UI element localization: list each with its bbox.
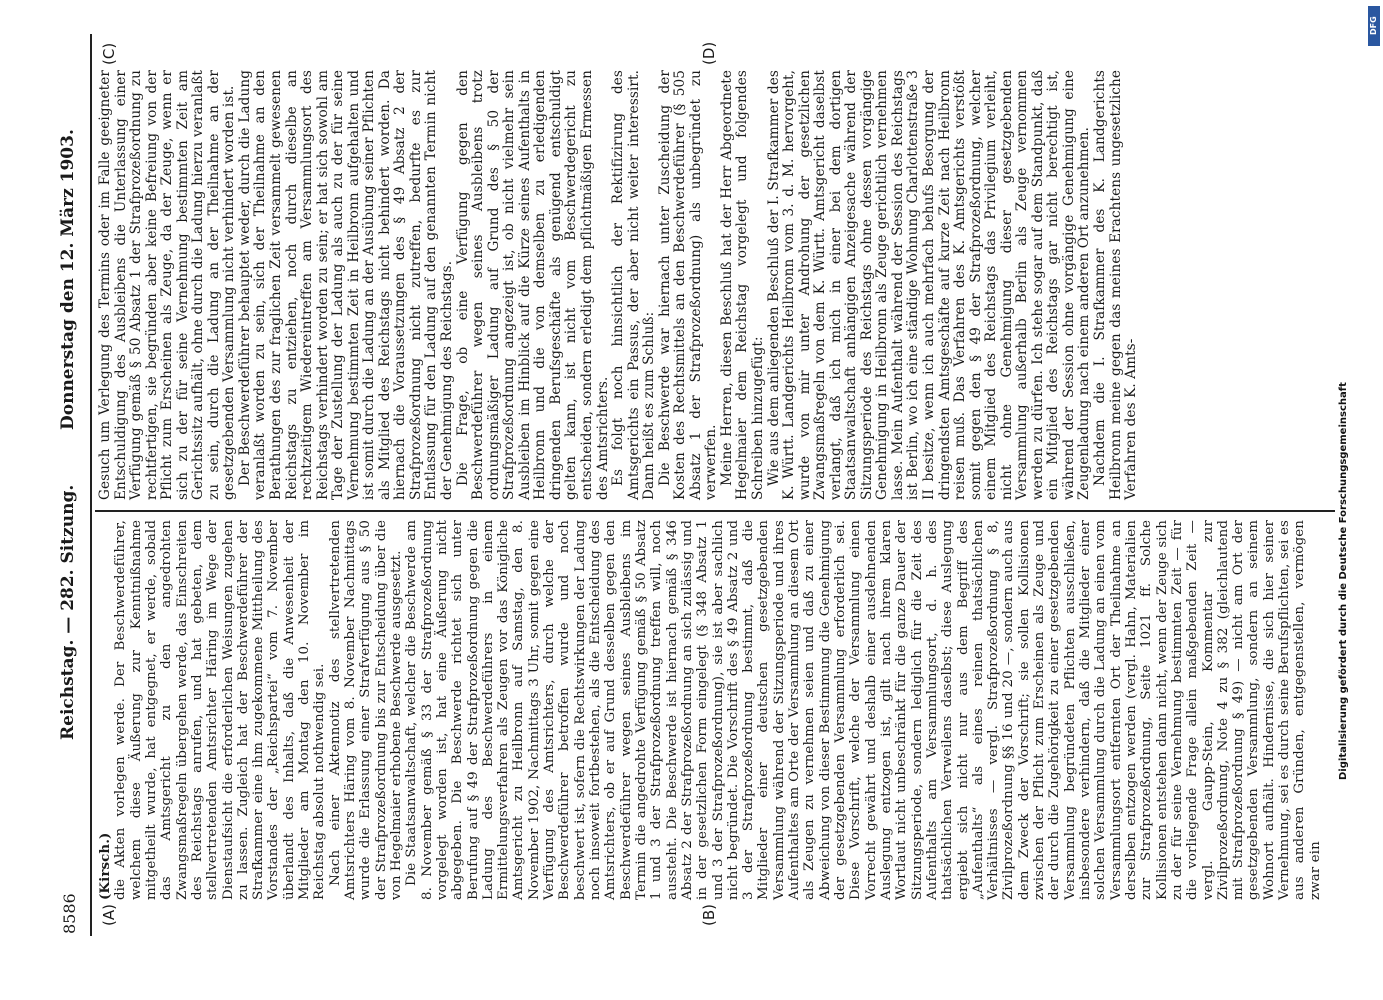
left-column [98,520,1323,900]
paragraph: Die Beschwerde war hiernach unter Zuscheidung der Kosten des Rechtsmittels an den Beschwerdeführer (§ 505 Absatz 1 der Strafprozeßordnung) als unbegründet zu verwerfen. [656,70,720,500]
paragraph: Gesuch um Verlegung des Termins oder im Falle geeigneter Entschuldigung des Ausbleibens die Unterlassung einer Verfügung gemäß § 50 Absatz 1 der Strafprozeßordnung zu rechtfertigen, sie begründen aber keine Befreiung von der Pflicht zum Erscheinen als Zeuge, da der Zeuge, wenn er sich zu der für seine Vernehmung bestimmten Zeit am Gerichtssitz aufhält, ohne durch die Ladung hierzu veranlaßt zu sein, durch die Ladung an der Theilnahme an der gesetzgebenden Versammlung nicht verhindert worden ist. [97,70,238,500]
paragraph: die Akten vorlegen werde. Der Beschwerdeführer, welchem diese Äußerung zur Kenntnißnahme mitgetheilt wurde, hat entgegnet, er werde, sobald das Amtsgericht zu den angedrohten Zwangsmaßregeln übergehen werde, das Einschreiten des Reichstags anrufen, und hat gebeten, dem stellvertretenden Amtsrichter Häring im Wege der Dienstaufsicht die erforderlichen Weisungen zugehen zu lassen. Zugleich hat der Beschwerdeführer der Strafkammer eine ihm zugekommene Mittheilung des Vorstandes der „Reichspartei“ vom 7. November überlandt des Inhalts, daß die Anwesenheit der Mitglieder am Montag den 10. November im Reichstag absolut nothwendig sei. [113,520,328,900]
speaker-tag: (Kirsch.) [97,832,113,900]
margin-letter-a: (A) [100,904,118,926]
digitization-notice: Digitalisierung gefördert durch die Deutsche Forschungsgemeinschaft [1338,382,1349,780]
page-header [58,0,86,1000]
paragraph: Es folgt noch hinsichtlich der Rektifizirung des Amtsgerichts ein Passus, der aber nicht weiter interessirt. Dann heißt es zum Schluß: [610,70,658,500]
paragraph: Meine Herren, diesen Beschluß hat der Herr Abgeordnete Hegelmaier dem Reichstag vorgelegt und folgendes Schreiben hinzugefügt: [718,70,766,500]
paragraph: Nachdem die I. Strafkammer des K. Landgerichts Heilbronn meine gegen das meines Erachtens ungesetzliche Verfahren des K. Amts- [1092,70,1140,500]
margin-letter-b: (B) [700,904,718,926]
margin-letter-d: (D) [700,41,718,65]
paragraph: Der Beschwerdeführer behauptet weder, durch die Ladung veranlaßt worden zu sein, sich der Theilnahme an den Berathungen des zur fraglichen Zeit versammelt gewesenen Reichstags zu entziehen, noch durch dieselbe an rechtzeitigem Wiedereintreffen am Versammlungsort des Reichstags verhindert worden zu sein; er hat sich sowohl am Tage der Zustellung der Ladung als auch zu der für seine Vernehmung bestimmten Zeit in Heilbronn aufgehalten und ist somit durch die Ladung an der Ausübung seiner Pflichten als Mitglied des Reichstags nicht behindert worden. Da hiernach die Voraussetzungen des § 49 Absatz 2 der Strafprozeßordnung nicht zutreffen, bedurfte es zur Entlassung für den Ladung auf den genannten Termin nicht der Genehmigung des Reichstags. [236,70,456,500]
paragraph: Wie aus dem anliegenden Beschluß der I. Strafkammer des K. Württ. Landgerichts Heilbronn vom 3. d. M. hervorgeht, wurde von mir unter Androhung der gesetzlichen Zwangsmaßregeln von dem K. Württ. Amtsgericht daselbst verlangt, daß ich mich in einer bei dem dortigen Staatsanwaltschaft anhängigen Anzeigesache während der Sitzungsperiode des Reichstags ohne dessen vorgängige Genehmigung in Heilbronn als Zeuge gerichtlich vernehmen lasse. Mein Aufenthalt während der Session des Reichstags ist Berlin, wo ich eine ständige Wohnung Charlottenstraße 3 II besitze, wenn ich auch mehrfach behufs Besorgung der dringendsten Amtsgeschäfte auf kurze Zeit nach Heilbronn reisen muß. Das Verfahren des K. Amtsgerichts verstößt somit gegen den § 49 der Strafprozeßordnung, welcher einem Mitglied des Reichstags das Privilegium verleiht, nicht ohne Genehmigung dieser gesetzgebenden Versammlung außerhalb Berlin als Zeuge vernommen werden zu dürfen. Ich stehe sogar auf dem Standpunkt, daß ein Mitglied des Reichstags gar nicht berechtigt ist, während der Session ohne vorgängige Genehmigung eine Zeugenladung nach einem anderen Ort anzunehmen. [765,70,1093,500]
header-rule [90,34,92,936]
column-divider [95,510,1335,512]
dfg-logo: DFG [1368,6,1380,46]
header-left-title: Reichstag. — 282. Sitzung. [58,484,78,740]
page-number: 8586 [60,893,79,934]
paragraph: Die Frage, ob eine Verfügung gegen den Beschwerdeführer wegen seines Ausbleibens trotz ordnungsmäßiger Ladung auf Grund des § 50 der Strafprozeßordnung angezeigt ist, ob nicht vielmehr sein Ausbleiben im Hinblick auf die Kürze seines Aufenthalts in Heilbronn und die von demselben zu erledigenden dringenden Berufsgeschäfte als genügend entschuldigt gelten kann, ist nicht vom Beschwerdegericht zu entscheiden, sondern erledigt dem pflichtmäßigen Ermessen des Amtsrichters. [454,70,611,500]
paragraph: Die Staatsanwaltschaft, welcher die Beschwerde am 8. November gemäß § 33 der Strafprozeßordnung vorgelegt worden ist, hat eine Äußerung nicht abgegeben. Die Beschwerde richtet sich unter Berufung auf § 49 der Strafprozeßordnung gegen die Ladung des Beschwerdeführers in einem Ermittelungsverfahren als Zeugen vor das Königliche Amtsgericht zu Heilbronn auf Samstag, den 8. November 1902, Nachmittags 3 Uhr, somit gegen eine Verfügung des Amtsrichters, durch welche der Beschwerdeführer betroffen wurde und noch beschwert ist, sofern die Rechtswirkungen der Ladung noch insoweit fortbestehen, als die Entscheidung des Amtsrichters, ob er auf Grund desselben gegen den Beschwerdeführer wegen seines Ausbleibens im Termin die angedrohte Verfügung gemäß § 50 Absatz 1 und 3 der Strafprozeßordnung treffen will, noch aussteht. Die Beschwerde ist hiernach gemäß § 346 Absatz 2 der Strafprozeßordnung an sich zulässig und in der gesetzlichen Form eingelegt (§ 348 Absatz 1 und 3 der Strafprozeßordnung), sie ist aber sachlich nicht begründet. Die Vorschrift des § 49 Absatz 2 und 3 der Strafprozeßordnung bestimmt, daß die Mitglieder einer deutschen gesetzgebenden Versammlung während der Sitzungsperiode und ihres Aufenthaltes am Orte der Versammlung an diesem Ort als Zeugen zu vernehmen seien und daß zu einer Abweichung von dieser Bestimmung die Genehmigung der gesetzgebenden Versammlung erforderlich sei. Diese Vorschrift, welche der Versammlung einen Vorrecht gewährt und deshalb einer ausdehnenden Auslegung entzogen ist, gilt nach ihrem klaren Wortlaut nicht unbeschränkt für die ganze Dauer der Sitzungsperiode, sondern lediglich für die Zeit des Aufenthalts am Versammlungsort, d. h. des thatsächlichen Verweilens daselbst; diese Auslegung ergiebt sich nicht nur aus dem Begriff des „Aufenthalts“ als eines reinen thatsächlichen Verhältnisses — vergl. Strafprozeßordnung § 8, Zivilprozeßordnung §§ 16 und 20 —, sondern auch aus dem Zweck der Vorschrift; sie sollen Kollisionen zwischen der Pflicht zum Erscheinen als Zeuge und der durch die Zugehörigkeit zu einer gesetzgebenden Versammlung begründeten Pflichten ausschließen, insbesondere verhindern, daß die Mitglieder einer solchen Versammlung durch die Ladung an einen vom Versammlungsort entfernten Ort der Theilnahme an derselben entzogen werden (vergl. Hahn, Materialien zur Strafprozeßordnung, Seite 1021 ff. Solche Kollisionen entstehen dann nicht, wenn der Zeuge sich zu der für seine Vernehmung bestimmten Zeit — für die vorliegende Frage allein maßgebenden Zeit — vergl. Gaupp-Stein, Kommentar zur Zivilprozeßordnung, Note 4 zu § 382 (gleichlautend mit Strafprozeßordnung § 49) — nicht am Ort der gesetzgebenden Versammlung, sondern an seinem Wohnort aufhält. Hindernisse, die sich hier seiner Vernehmung, sei es durch seine Berufspflichten, sei es aus anderen Gründen, entgegenstellen, vermögen zwar ein [404,520,1323,900]
header-right-title: Donnerstag den 12. März 1903. [58,129,78,430]
paragraph: Nach einer Aktennotiz des stellvertretenden Amtsrichters Häring vom 8. November Nachmittags wurde die Erlassung einer Strafverfügung aus § 50 der Strafprozeßordnung bis zur Entscheidung über die von Hegelmaier erhobene Beschwerde ausgesetzt. [327,520,404,900]
right-column [98,70,1140,500]
margin-letter-c: (C) [100,42,118,65]
